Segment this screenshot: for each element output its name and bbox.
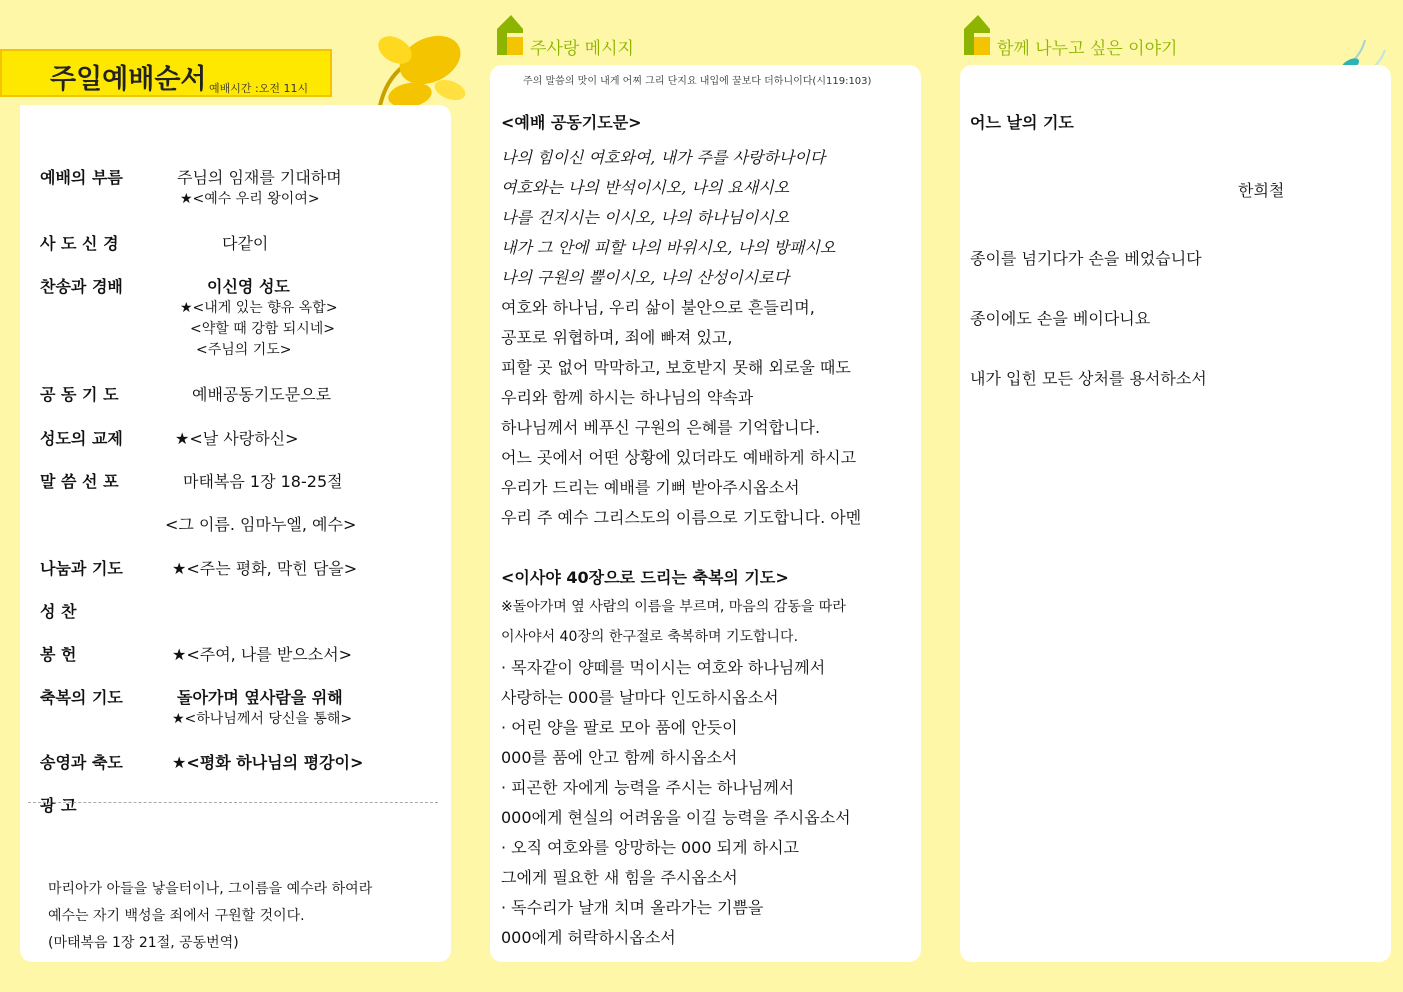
order-value: 마태복음 1장 18-25절: [183, 472, 343, 491]
title-banner: [0, 49, 332, 97]
tree-logo-icon: [960, 15, 994, 57]
order-value: ★<주여, 나를 받으소서>: [172, 645, 353, 664]
prayer-line: 피할 곳 없어 막막하고, 보호받지 못해 외로울 때도: [501, 358, 851, 377]
prayer-line: 하나님께서 베푸신 구원의 은혜를 기억합니다.: [501, 418, 821, 437]
message-verse: 주의 말씀의 맛이 내게 어찌 그리 단지요 내입에 꿀보다 더하니이다(시119:103): [523, 76, 872, 87]
order-label: 성도의 교제: [40, 429, 123, 448]
order-value: 예배공동기도문으로: [192, 385, 332, 404]
blessing-line: · 피곤한 자에게 능력을 주시는 하나님께서: [501, 778, 795, 797]
order-label: 봉 헌: [40, 645, 77, 664]
prayer-line: 어느 곳에서 어떤 상황에 있더라도 예배하게 하시고: [501, 448, 857, 467]
order-value: ★<평화 하나님의 평강이>: [172, 753, 364, 772]
blessing-line: 000를 품에 안고 함께 하시옵소서: [501, 748, 738, 767]
order-label: 찬송과 경배: [40, 277, 123, 296]
blessing-line: · 어린 양을 팔로 모아 품에 안듯이: [501, 718, 738, 737]
prayer-line: 우리와 함께 하시는 하나님의 약속과: [501, 388, 754, 407]
order-value: 이신영 성도: [207, 277, 290, 296]
poem-author: 한희철: [1238, 181, 1285, 200]
order-label: 말 씀 선 포: [40, 472, 119, 491]
prayer-line: 우리 주 예수 그리스도의 이름으로 기도합니다. 아멘: [501, 508, 862, 527]
story-heading: 함께 나누고 싶은 이야기: [997, 39, 1178, 59]
order-sub: <주님의 기도>: [196, 342, 292, 358]
prayer-psalm-line: 나를 건지시는 이시오, 나의 하나님이시오: [501, 208, 790, 227]
page-title: 주일예배순서: [50, 64, 207, 95]
order-value: 주님의 임재를 기대하며: [177, 168, 342, 187]
order-label: 예배의 부름: [40, 168, 123, 187]
order-value: <그 이름. 임마누엘, 예수>: [165, 515, 357, 534]
order-label: 나눔과 기도: [40, 559, 123, 578]
order-label: 공 동 기 도: [40, 385, 119, 404]
order-sub: ★<하나님께서 당신을 통해>: [172, 711, 353, 727]
poem-line: 종이를 넘기다가 손을 베었습니다: [970, 249, 1202, 268]
blessing-title: <이사야 40장으로 드리는 축복의 기도>: [501, 568, 789, 587]
footer-line: 마리아가 아들을 낳을터이나, 그이름을 예수라 하여라: [48, 881, 373, 897]
blessing-line: 사랑하는 000를 날마다 인도하시옵소서: [501, 688, 779, 707]
prayer-psalm-line: 나의 힘이신 여호와여, 내가 주를 사랑하나이다: [501, 148, 826, 167]
order-label: 광 고: [40, 796, 77, 815]
blessing-intro: 이사야서 40장의 한구절로 축복하며 기도합니다.: [501, 629, 799, 645]
prayer-psalm-line: 내가 그 안에 피할 나의 바위시오, 나의 방패시오: [501, 238, 836, 257]
prayer-psalm-line: 여호와는 나의 반석이시오, 나의 요새시오: [501, 178, 790, 197]
poem-line: 내가 입힌 모든 상처를 용서하소서: [970, 369, 1207, 388]
order-value: 돌아가며 옆사람을 위해: [177, 688, 343, 707]
order-sub: ★<내게 있는 향유 옥합>: [180, 300, 338, 316]
order-sub: <약할 때 강함 되시네>: [190, 321, 336, 337]
blessing-line: · 오직 여호와를 앙망하는 000 되게 하시고: [501, 838, 799, 857]
divider: [28, 802, 438, 803]
blessing-line: 000에게 현실의 어려움을 이길 능력을 주시옵소서: [501, 808, 851, 827]
prayer-psalm-line: 나의 구원의 뿔이시오, 나의 산성이시로다: [501, 268, 790, 287]
order-label: 축복의 기도: [40, 688, 123, 707]
blessing-line: · 독수리가 날개 치며 올라가는 기쁨을: [501, 898, 764, 917]
prayer-title: <예배 공동기도문>: [501, 113, 642, 132]
prayer-line: 우리가 드리는 예배를 기뻐 받아주시옵소서: [501, 478, 800, 497]
poem-title: 어느 날의 기도: [970, 113, 1074, 132]
prayer-line: 공포로 위협하며, 죄에 빠져 있고,: [501, 328, 733, 347]
order-label: 성 찬: [40, 602, 77, 621]
poem-line: 종이에도 손을 베이다니요: [970, 309, 1151, 328]
blessing-intro: ※돌아가며 옆 사람의 이름을 부르며, 마음의 감동을 따라: [501, 599, 846, 615]
story-panel: [960, 65, 1391, 962]
order-value: 다같이: [222, 234, 269, 253]
footer-line: 예수는 자기 백성을 죄에서 구원할 것이다.: [48, 908, 305, 924]
blessing-line: 그에게 필요한 새 힘을 주시옵소서: [501, 868, 738, 887]
message-heading: 주사랑 메시지: [530, 39, 634, 59]
prayer-line: 여호와 하나님, 우리 삶이 불안으로 흔들리며,: [501, 298, 815, 317]
order-sub: ★<예수 우리 왕이여>: [180, 191, 320, 207]
order-label: 송영과 축도: [40, 753, 123, 772]
tree-logo-icon: [493, 15, 527, 57]
blessing-line: 000에게 허락하시옵소서: [501, 928, 676, 947]
order-label: 사 도 신 경: [40, 234, 119, 253]
order-value: ★<날 사랑하신>: [175, 429, 299, 448]
blessing-line: · 목자같이 양떼를 먹이시는 여호와 하나님께서: [501, 658, 826, 677]
footer-line: (마태복음 1장 21절, 공동번역): [48, 935, 239, 951]
service-time: 예배시간 :오전 11시: [209, 82, 309, 95]
order-value: ★<주는 평화, 막힌 담을>: [172, 559, 358, 578]
